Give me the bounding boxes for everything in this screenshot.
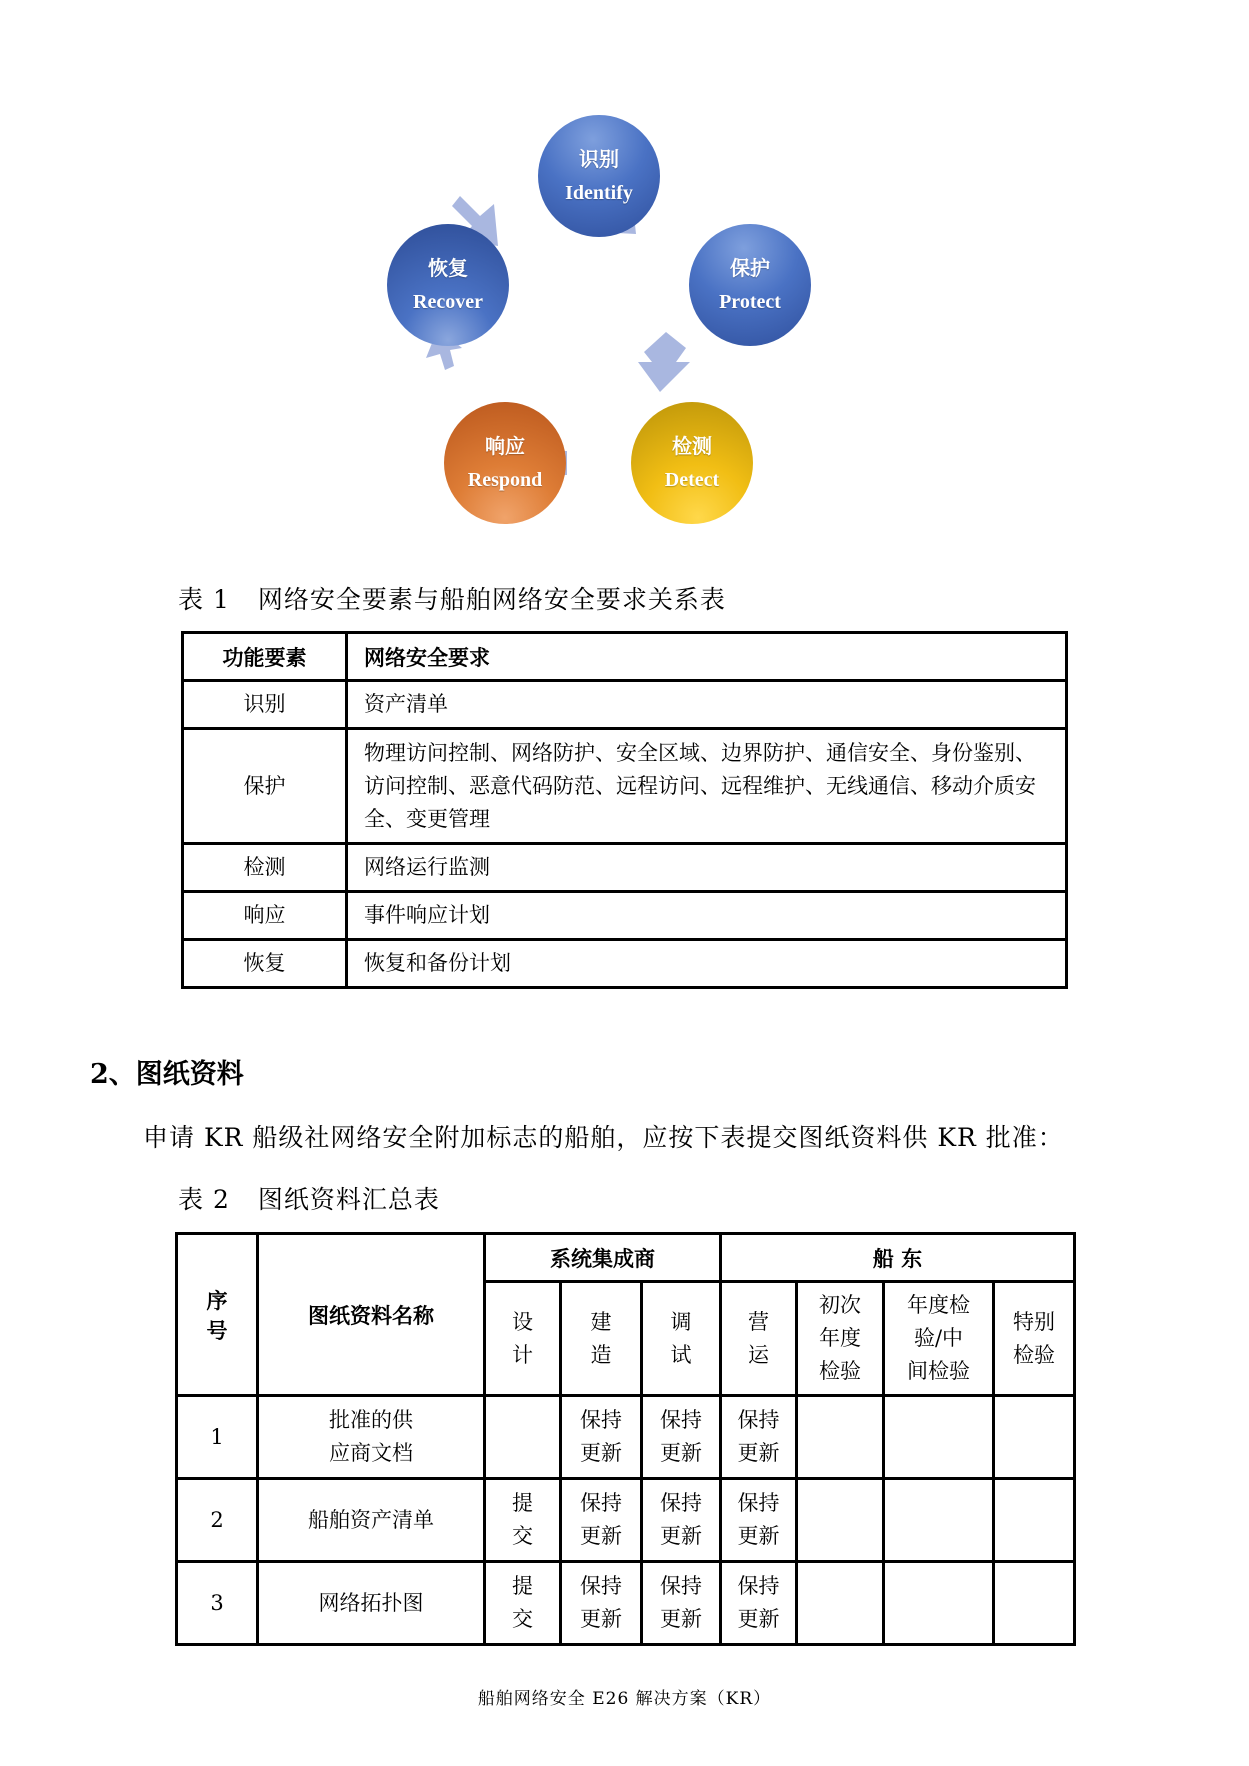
node-recover-zh: 恢复 xyxy=(428,258,468,280)
table2-subheader xyxy=(642,1282,721,1396)
table-row xyxy=(177,1396,1075,1479)
table2-cell xyxy=(884,1479,994,1562)
table2-group-owner: 船 东 xyxy=(721,1234,1075,1282)
table2-cell-name: 网络拓扑图 xyxy=(258,1562,485,1645)
table1-cell-element: 响应 xyxy=(183,892,347,940)
table2-subheader-label: 设计 xyxy=(512,1309,533,1367)
node-respond xyxy=(444,402,566,524)
node-protect-en: Protect xyxy=(719,291,781,313)
table2-header-name: 图纸资料名称 xyxy=(258,1234,485,1396)
table2-cell-text: 提交 xyxy=(512,1574,533,1631)
node-identify xyxy=(538,115,660,237)
table2-caption-title: 图纸资料汇总表 xyxy=(257,1185,440,1214)
table-row xyxy=(177,1479,1075,1562)
table2-cell-no: 2 xyxy=(177,1479,258,1562)
table2-cell-text: 保持更新 xyxy=(580,1574,622,1631)
table1-caption-number: 表 1 xyxy=(178,585,230,614)
table1-cell-element: 识别 xyxy=(183,681,347,729)
table2-cell-text: 保持更新 xyxy=(660,1491,702,1548)
table2-cell xyxy=(642,1396,721,1479)
table2-subheader xyxy=(797,1282,884,1396)
table1-caption-title: 网络安全要素与船舶网络安全要求关系表 xyxy=(257,585,726,614)
table2-cell xyxy=(797,1562,884,1645)
table2-cell-no: 1 xyxy=(177,1396,258,1479)
table2-cell xyxy=(797,1479,884,1562)
table2-header-no-label: 序号 xyxy=(206,1288,228,1343)
table2-cell xyxy=(994,1396,1075,1479)
table1-cell-requirement: 网络运行监测 xyxy=(347,844,1067,892)
table2-cell xyxy=(485,1396,561,1479)
arrow-protect-to-detect xyxy=(638,332,690,392)
table2-cell-text: 保持更新 xyxy=(660,1574,702,1631)
table2-cell xyxy=(642,1479,721,1562)
node-identify-en: Identify xyxy=(565,182,633,204)
table1-cell-element: 恢复 xyxy=(183,940,347,988)
table-row xyxy=(183,940,1067,988)
table2-cell xyxy=(485,1562,561,1645)
node-detect xyxy=(631,402,753,524)
node-detect-zh: 检测 xyxy=(672,436,712,458)
node-respond-en: Respond xyxy=(467,469,543,491)
table2-cell xyxy=(994,1479,1075,1562)
table2-cell xyxy=(561,1479,642,1562)
table2-cell xyxy=(721,1479,797,1562)
table2-cell-text: 提交 xyxy=(512,1491,533,1548)
node-respond-zh: 响应 xyxy=(485,436,525,458)
node-recover-en: Recover xyxy=(413,291,483,313)
table1-cell-requirement: 恢复和备份计划 xyxy=(347,940,1067,988)
table2-cell xyxy=(884,1562,994,1645)
table2-subheader-label: 营运 xyxy=(748,1309,769,1367)
node-identify-zh: 识别 xyxy=(579,149,619,171)
table2-cell-text: 保持更新 xyxy=(660,1408,702,1465)
table2-subheader-label: 特别检验 xyxy=(1013,1309,1055,1367)
table1-cell-requirement: 物理访问控制、网络防护、安全区域、边界防护、通信安全、身份鉴别、访问控制、恶意代码防范、远程访问、远程维护、无线通信、移动介质安全、变更管理 xyxy=(347,729,1067,844)
table-row xyxy=(183,892,1067,940)
table1-cell-element: 保护 xyxy=(183,729,347,844)
table2-cell-name xyxy=(258,1396,485,1479)
table-row xyxy=(183,844,1067,892)
page-footer: 船舶网络安全 E26 解决方案（KR） xyxy=(477,1689,772,1709)
node-protect xyxy=(689,224,811,346)
table2-subheader-label: 建造 xyxy=(590,1309,612,1367)
table2-cell-text: 保持更新 xyxy=(580,1408,622,1465)
table2-cell-text: 保持更新 xyxy=(580,1491,622,1548)
table2-cell-no: 3 xyxy=(177,1562,258,1645)
table-row xyxy=(183,681,1067,729)
table-row xyxy=(177,1562,1075,1645)
table-row xyxy=(183,729,1067,844)
table2-subheader xyxy=(884,1282,994,1396)
table2-cell xyxy=(884,1396,994,1479)
section-paragraph: 申请 KR 船级社网络安全附加标志的船舶，应按下表提交图纸资料供 KR 批准： xyxy=(143,1123,1064,1152)
table2-cell xyxy=(994,1562,1075,1645)
table2-cell-name-text: 批准的供应商文档 xyxy=(328,1408,413,1465)
table1-header-row xyxy=(183,633,1067,681)
table2-cell xyxy=(721,1396,797,1479)
table2-cell xyxy=(797,1396,884,1479)
table2-cell xyxy=(485,1479,561,1562)
table1-caption xyxy=(178,580,726,616)
table1-header-requirement: 网络安全要求 xyxy=(347,633,1067,681)
table2-subheader-label: 年度检验/中间检验 xyxy=(907,1293,970,1383)
table2-cell-text: 保持更新 xyxy=(737,1408,780,1465)
table2-cell-text: 保持更新 xyxy=(737,1491,780,1548)
node-detect-en: Detect xyxy=(664,469,720,491)
table2-cell xyxy=(721,1562,797,1645)
table1-cell-requirement: 资产清单 xyxy=(347,681,1067,729)
table2-subheader-label: 初次年度检验 xyxy=(819,1293,861,1383)
table2-group-integrator: 系统集成商 xyxy=(485,1234,721,1282)
section-heading: 2、图纸资料 xyxy=(90,1059,244,1090)
table2-subheader xyxy=(485,1282,561,1396)
table1-header-element: 功能要素 xyxy=(183,633,347,681)
table2-subheader xyxy=(994,1282,1075,1396)
table2-caption xyxy=(178,1180,440,1216)
table2-subheader xyxy=(721,1282,797,1396)
node-recover xyxy=(387,224,509,346)
drawings-summary-table xyxy=(175,1232,1076,1646)
table2-cell xyxy=(561,1396,642,1479)
table2-cell-text: 保持更新 xyxy=(737,1574,780,1631)
table2-cell-name: 船舶资产清单 xyxy=(258,1479,485,1562)
table2-subheader-label: 调试 xyxy=(670,1309,692,1367)
node-protect-zh: 保护 xyxy=(730,258,770,280)
table2-subheader xyxy=(561,1282,642,1396)
security-requirements-table xyxy=(181,631,1068,989)
table2-cell xyxy=(561,1562,642,1645)
table2-cell xyxy=(642,1562,721,1645)
table2-header-no xyxy=(177,1234,258,1396)
table1-cell-element: 检测 xyxy=(183,844,347,892)
table1-cell-requirement: 事件响应计划 xyxy=(347,892,1067,940)
table2-caption-number: 表 2 xyxy=(178,1185,230,1214)
cybersecurity-cycle-diagram xyxy=(370,100,850,540)
